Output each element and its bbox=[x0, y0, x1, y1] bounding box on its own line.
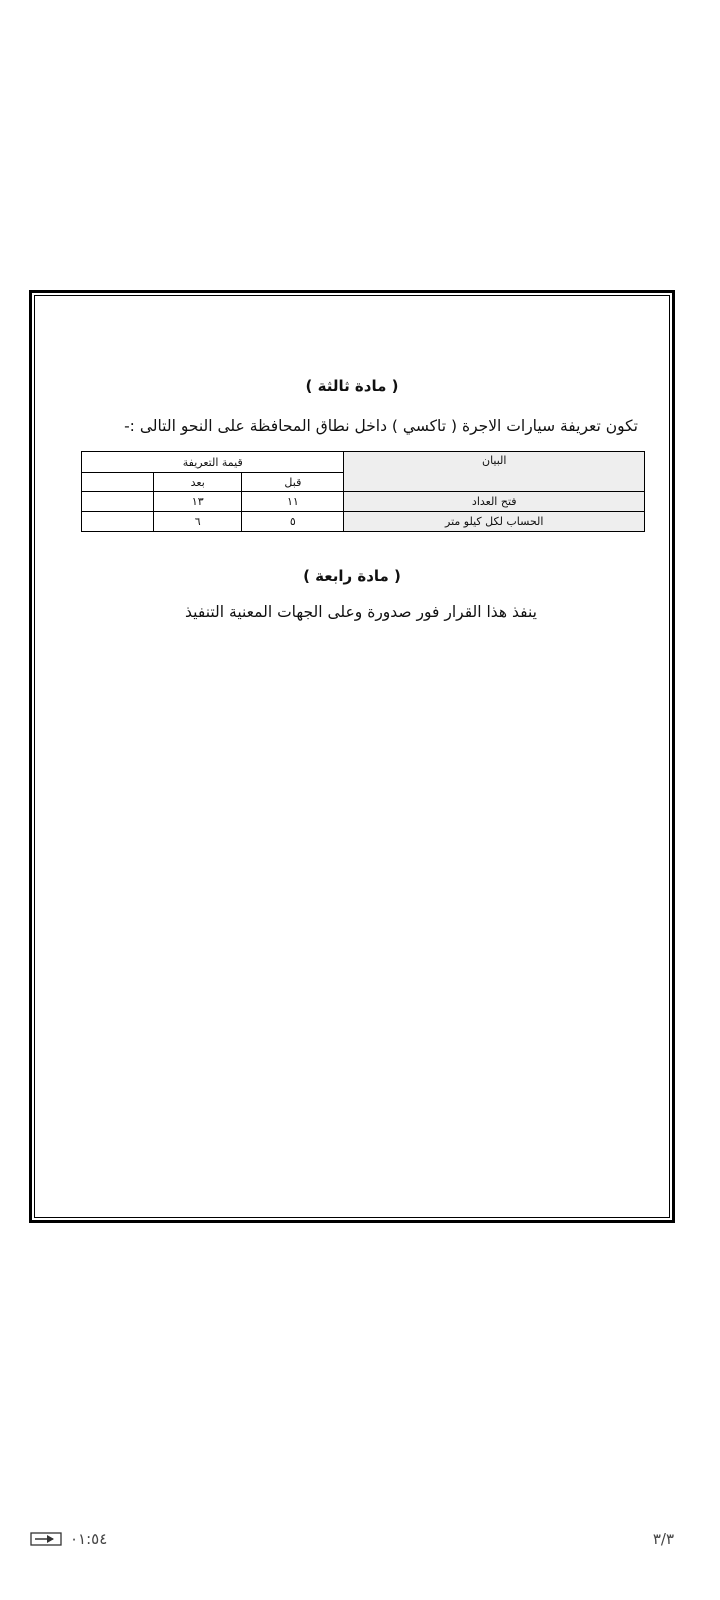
article-3-intro: تكون تعريفة سيارات الاجرة ( تاكسي ) داخل نطاق المحافظة على النحو التالى :- bbox=[124, 417, 638, 435]
table-row bbox=[82, 492, 645, 512]
tariff-table bbox=[81, 451, 645, 532]
row-after-value: ١٣ bbox=[154, 492, 242, 512]
footer-time: ٠١:٥٤ bbox=[70, 1530, 108, 1548]
article-4-text: ينفذ هذا القرار فور صدورة وعلى الجهات المعنية التنفيذ bbox=[185, 603, 537, 621]
table-empty-cell bbox=[82, 492, 154, 512]
row-after-value: ٦ bbox=[154, 512, 242, 532]
table-header-after: بعد bbox=[154, 473, 242, 492]
article-3-heading: ( مادة ثالثة ) bbox=[305, 377, 399, 395]
article-4-heading: ( مادة رابعة ) bbox=[303, 567, 401, 585]
table-header-value: قيمة التعريفة bbox=[82, 452, 344, 473]
document-page-frame bbox=[29, 290, 675, 1223]
footer-left bbox=[30, 1530, 107, 1548]
row-before-value: ٥ bbox=[242, 512, 344, 532]
row-label: الحساب لكل كيلو متر bbox=[344, 512, 645, 532]
row-label: فتح العداد bbox=[344, 492, 645, 512]
table-header-before: قبل bbox=[242, 473, 344, 492]
table-empty-cell bbox=[82, 512, 154, 532]
row-before-value: ١١ bbox=[242, 492, 344, 512]
table-header-statement: البيان bbox=[344, 452, 645, 492]
table-row bbox=[82, 512, 645, 532]
footer-page-number: ٣/٣ bbox=[652, 1530, 674, 1548]
table-empty-cell bbox=[82, 473, 154, 492]
document-arrow-icon bbox=[30, 1532, 62, 1546]
